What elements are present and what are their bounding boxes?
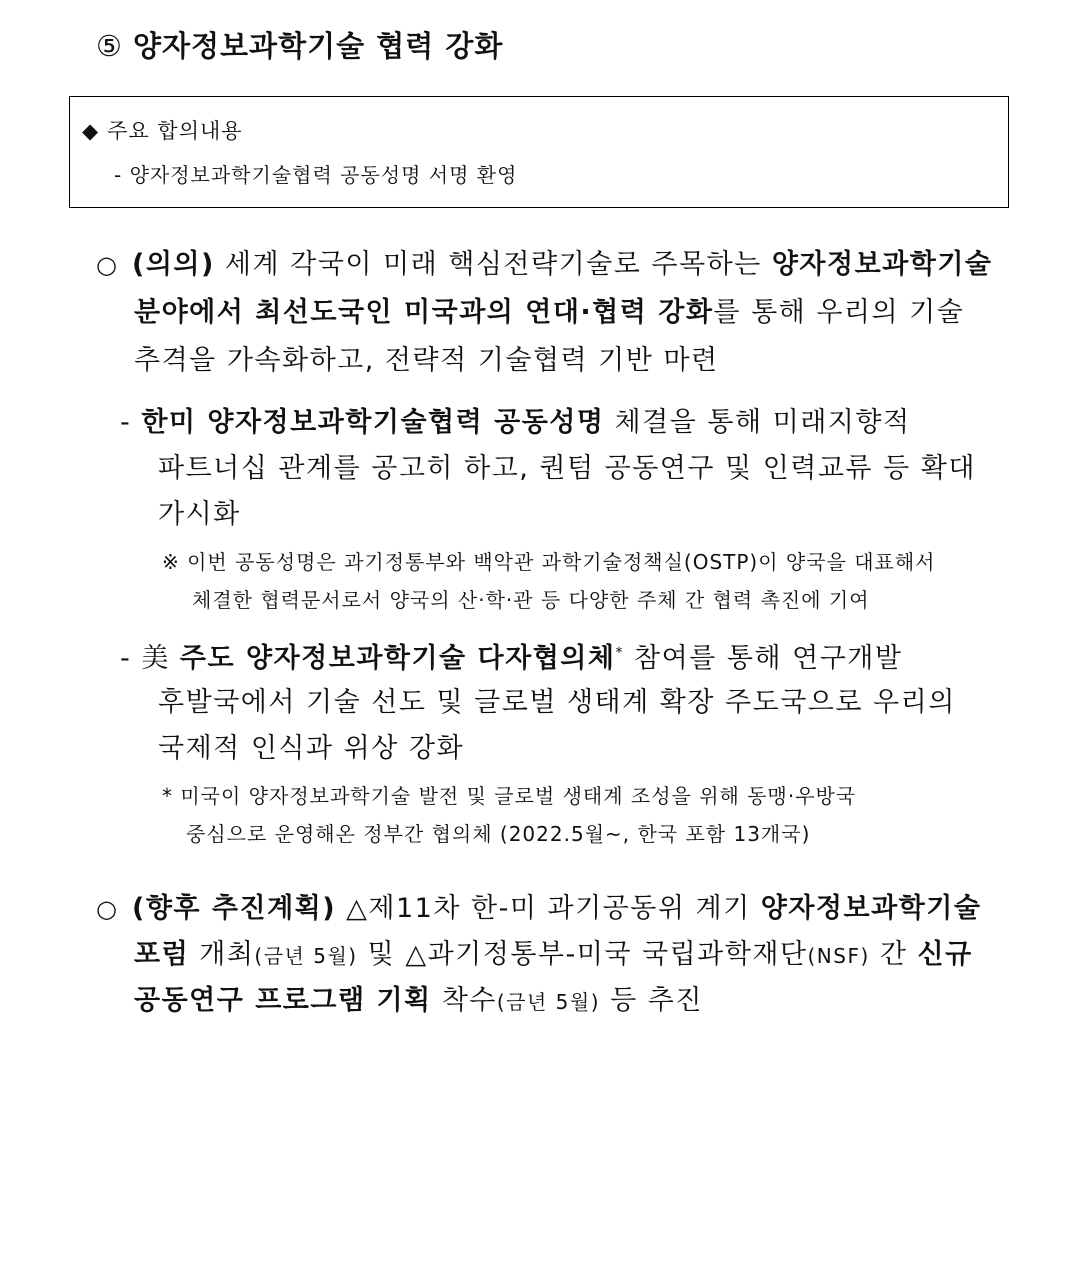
point1-l2-text: 를 통해 우리의 기술	[713, 297, 965, 328]
point2-l2-paren-b: (NSF)	[807, 944, 870, 968]
sub2-note-line2: 중심으로 운영해온 정부간 협의체 (2022.5월~, 한국 포함 13개국)	[186, 822, 811, 846]
point1-l2-bold: 분야에서 최선도국인 미국과의 연대·협력 강화	[134, 297, 714, 328]
point2-l3-paren: (금년 5월)	[496, 990, 601, 1014]
point2-l1-bold: 양자정보과학기술	[760, 893, 982, 924]
point2-label: (향후 추진계획)	[132, 893, 337, 924]
sub2-line3: 국제적 인식과 위상 강화	[158, 733, 465, 764]
point1-l1-bold: 양자정보과학기술	[771, 249, 993, 280]
point2-line2	[134, 932, 973, 971]
sub1-line1	[120, 400, 911, 439]
section-title-text: 양자정보과학기술 협력 강화	[133, 29, 504, 63]
point2-l3-bold: 공동연구 프로그램 기획	[134, 985, 432, 1016]
summary-item: - 양자정보과학기술협력 공동성명 서명 환영	[114, 163, 518, 187]
point2-line3	[134, 978, 703, 1017]
sub2-line2: 후발국에서 기술 선도 및 글로벌 생태계 확장 주도국으로 우리의	[158, 687, 956, 718]
point1-l1-text: 세계 각국이 미래 핵심전략기술로 주목하는	[214, 249, 772, 280]
section-number: ⑤	[96, 29, 123, 63]
sub1-line2: 파트너십 관계를 공고히 하고, 퀀텀 공동연구 및 인력교류 등 확대	[158, 453, 976, 484]
point2-l2-paren-a: (금년 5월)	[254, 944, 358, 968]
point1-label: (의의)	[132, 249, 215, 280]
point1-line3: 추격을 가속화하고, 전략적 기술협력 기반 마련	[134, 345, 719, 376]
diamond-bullet-icon: ◆	[82, 119, 100, 143]
point2-l2-text-b: 및 △과기정통부-미국 국립과학재단	[357, 939, 808, 970]
point1-line2	[134, 290, 964, 329]
point2-l2-text-a: 개최	[189, 939, 255, 970]
sub1-note-line1: ※ 이번 공동성명은 과기정통부와 백악관 과학기술정책실(OSTP)이 양국을 대표해서	[162, 550, 936, 574]
sub1-note-line2: 체결한 협력문서로서 양국의 산·학·관 등 다양한 주체 간 협력 촉진에 기여	[192, 588, 870, 612]
sub2-line1	[120, 636, 902, 675]
point2-l1-text: △제11차 한-미 과기공동위 계기	[336, 893, 761, 924]
point1-line1	[96, 242, 992, 281]
sub2-dash: - 美	[120, 643, 180, 674]
sub1-l1-text: 체결을 통해 미래지향적	[604, 407, 911, 438]
sub1-dash: -	[120, 407, 142, 438]
sub1-bold: 한미 양자정보과학기술협력 공동성명	[141, 407, 605, 438]
sub2-l1-text: 참여를 통해 연구개발	[623, 643, 903, 674]
sub2-note-line1: * 미국이 양자정보과학기술 발전 및 글로벌 생태계 조성을 위해 동맹·우방국	[162, 784, 857, 808]
summary-box	[69, 96, 1009, 208]
summary-heading-text: 주요 합의내용	[107, 119, 243, 143]
sub2-bold: 주도 양자정보과학기술 다자협의체	[179, 643, 616, 674]
summary-heading	[82, 115, 243, 145]
point2-line1	[96, 886, 981, 925]
sub2-star: *	[615, 645, 624, 661]
circle-bullet-icon: ○	[96, 895, 119, 923]
section-title	[96, 24, 503, 65]
point2-l2-text-c: 간	[869, 939, 918, 970]
point2-l3-text-b: 등 추진	[600, 985, 703, 1016]
point2-l2-bold-b: 신규	[917, 939, 973, 970]
point2-l3-text-a: 착수	[431, 985, 497, 1016]
circle-bullet-icon: ○	[96, 251, 119, 279]
sub1-line3: 가시화	[158, 499, 241, 530]
point2-l2-bold: 포럼	[134, 939, 190, 970]
